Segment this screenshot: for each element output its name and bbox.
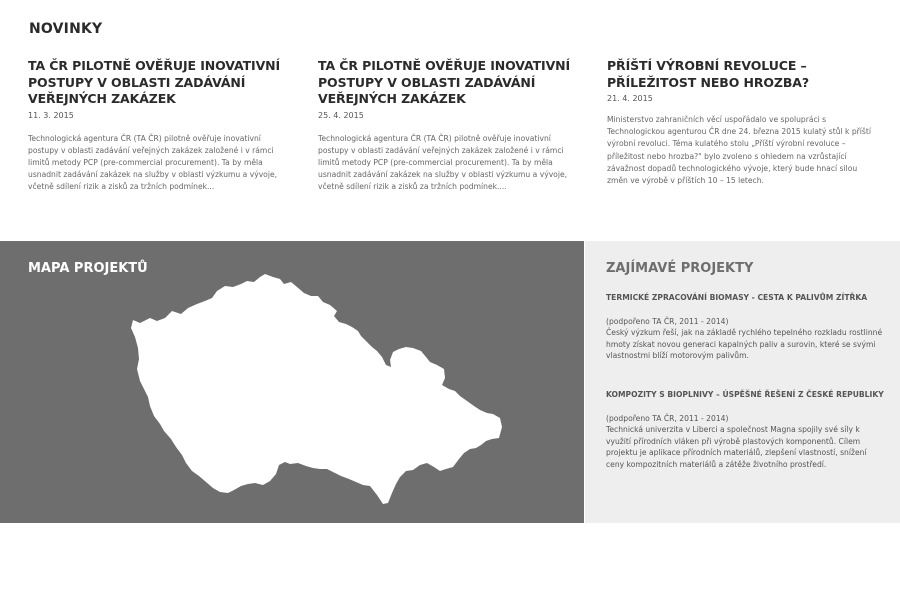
map-heading: MAPA PROJEKTŮ [28, 261, 148, 276]
news-item-title-link[interactable]: TA ČR PILOTNĚ OVĚŘUJE INOVATIVNÍ POSTUPY V OBLASTI ZADÁVÁNÍ VEŘEJNÝCH ZAKÁZEK [318, 58, 571, 106]
project-funding: (podpořeno TA ČR, 2011 - 2014) [606, 413, 729, 423]
project-title-link[interactable]: KOMPOZITY S BIOPLNIVY – ÚSPĚŠNÉ ŘEŠENÍ Z ČESKÉ REPUBLIKY [606, 390, 884, 399]
news-item-excerpt: Ministerstvo zahraničních věcí uspořádalo ve spolupráci s Technologickou agenturou ČR dne 24. března 2015 kulatý stůl k příští výrobní revoluci. Téma kulatého stolu „Příští výrobní revoluce – příležitost nebo hrozba?" bylo zvoleno s ohledem na vzrůstající závažnost dopadů technologického vývoje, který bude hnací silou změn ve výrobě v příštích 10 – 15 letech. [607, 115, 871, 186]
project-item [606, 389, 886, 470]
news-item-excerpt: Technologická agentura ČR (TA ČR) pilotně ověřuje inovativní postupy v oblasti zadávání veřejných zakázek založené i v rámci limitů metody PCP (pre-commercial procurement). Ta by měla usnadnit zadávání zakázek na služby v oblasti výzkumu a vývoje, včetně sdílení rizik a zisků za tržních podmínek... [28, 133, 278, 192]
project-description: Český výzkum řeší, jak na základě rychlého tepelného rozkladu rostlinné hmoty získat novou generaci kapalných paliv a surovin, které se svými vlastnostmi blíží motorovým palivům. [606, 328, 883, 360]
news-item-date: 11. 3. 2015 [28, 110, 74, 120]
news-item-date: 21. 4. 2015 [607, 94, 653, 103]
projects-heading: ZAJÍMAVÉ PROJEKTY [606, 261, 754, 276]
project-map-panel [0, 241, 584, 523]
news-item [28, 58, 292, 194]
project-funding: (podpořeno TA ČR, 2011 - 2014) [606, 316, 729, 326]
czech-republic-map-shape[interactable] [131, 274, 502, 504]
news-item [318, 58, 582, 194]
project-map[interactable] [0, 241, 584, 523]
news-item-excerpt: Technologická agentura ČR (TA ČR) pilotně ověřuje inovativní postupy v oblasti zadávání veřejných zakázek založené i v rámci limitů metody PCP (pre-commercial procurement). Ta by měla usnadnit zadávání zakázek na služby v oblasti výzkumu a vývoje, včetně sdílení rizik a zisků za tržních podmínek.... [318, 133, 568, 192]
news-item-date: 25. 4. 2015 [318, 110, 364, 120]
news-item-title-link[interactable]: PŘÍŠTÍ VÝROBNÍ REVOLUCE – PŘÍLEŽITOST NEBO HROZBA? [607, 58, 810, 90]
project-item [606, 292, 886, 362]
project-description: Technická univerzita v Liberci a společnost Magna spojily své síly k využití přírodních vláken při výrobě plastových komponentů. Cílem projektu je aplikace přírodních materiálů, zlepšení vlastností, snížení ceny kompozitních materiálů a zátěže životního prostředí. [606, 425, 867, 469]
project-title-link[interactable]: TERMICKÉ ZPRACOVÁNÍ BIOMASY - CESTA K PALIVŮM ZÍTŘKA [606, 293, 868, 302]
news-heading: NOVINKY [29, 21, 103, 37]
interesting-projects-panel [585, 241, 900, 523]
news-item-title-link[interactable]: TA ČR PILOTNĚ OVĚŘUJE INOVATIVNÍ POSTUPY V OBLASTI ZADÁVÁNÍ VEŘEJNÝCH ZAKÁZEK [28, 58, 281, 106]
news-item [607, 58, 871, 187]
